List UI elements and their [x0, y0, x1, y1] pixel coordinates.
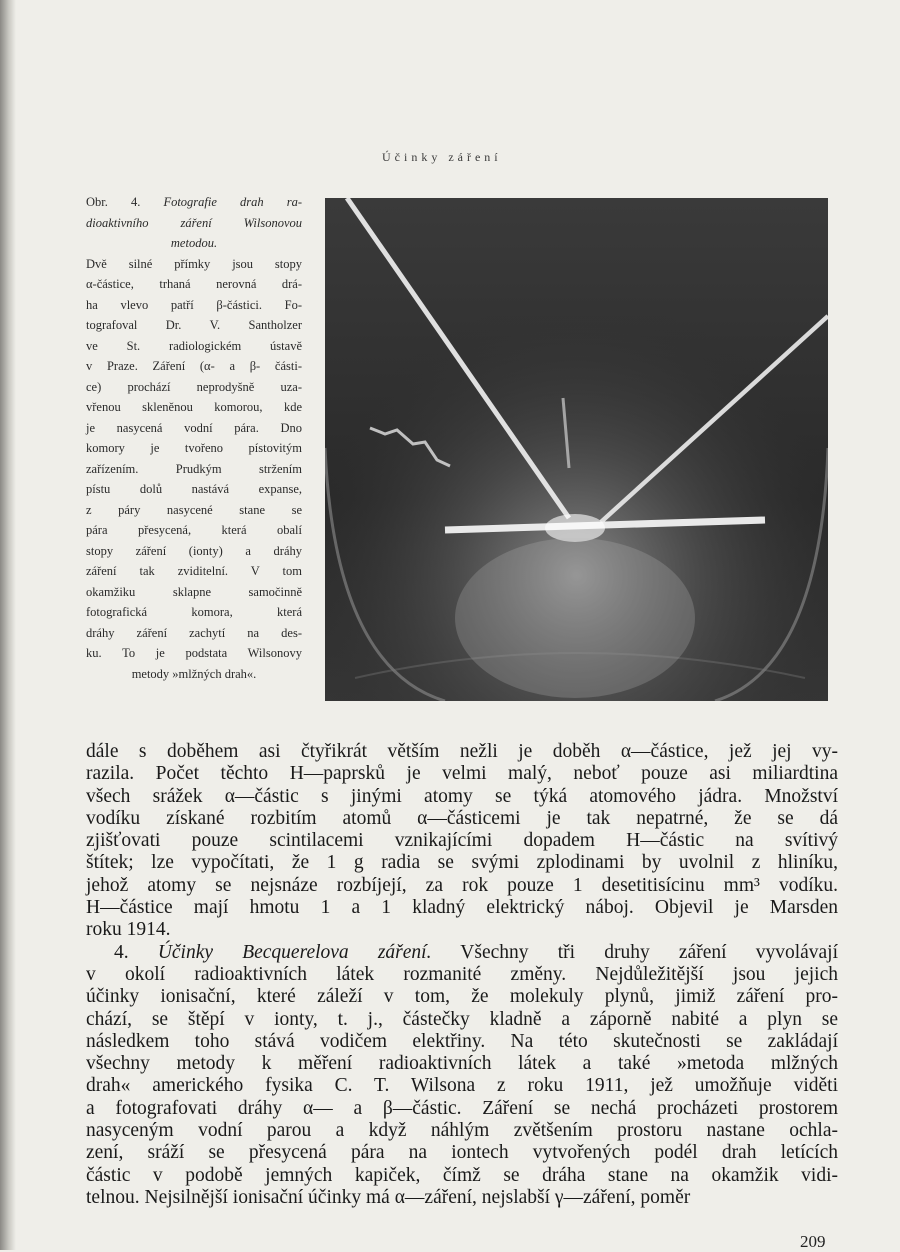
caption-line-segment: Dvě silné přímky jsou stopy	[86, 256, 302, 271]
body-line	[86, 1098, 838, 1120]
caption-line-segment: z páry nasycené stane se	[86, 502, 302, 517]
caption-line-segment: pára přesycená, která obalí	[86, 523, 302, 537]
body-line-segment: chází, se štěpí v ionty, t. j., částečky kladně a záporně nabité a plyn se	[86, 1008, 838, 1030]
caption-line	[86, 315, 302, 336]
caption-line	[86, 418, 302, 439]
body-line	[86, 1187, 838, 1209]
running-head: Účinky záření	[382, 150, 502, 164]
body-line-segment: Účinky Becquerelova záření.	[157, 941, 432, 963]
caption-line-segment: zařízením. Prudkým stržením	[86, 461, 302, 476]
body-line	[86, 1009, 838, 1031]
caption-line-segment: dioaktivního záření Wilsonovou	[86, 215, 302, 230]
body-line	[86, 1165, 838, 1187]
caption-line-segment: stopy záření (ionty) a dráhy	[86, 543, 302, 558]
body-line-segment: telnou. Nejsilnější ionisační účinky má α—záření, nejslabší γ—záření, poměr	[86, 1186, 691, 1208]
caption-line	[86, 356, 302, 377]
caption-line	[86, 541, 302, 562]
caption-line-segment: je nasycená vodní pára. Dno	[86, 420, 302, 435]
body-line-segment: roku 1914.	[86, 919, 171, 941]
figure-caption	[86, 192, 302, 684]
caption-line-segment: dráhy záření zachytí na des-	[86, 625, 302, 640]
body-line-segment: částic v podobě jemných kapiček, čímž se dráha stane na okamžik vidi-	[86, 1164, 838, 1186]
body-text	[86, 741, 838, 1209]
body-line-segment: účinky ionisační, které záleží v tom, že molekuly plynů, jimiž záření pro-	[86, 986, 838, 1008]
caption-line-segment: pístu dolů nastává expanse,	[86, 482, 302, 496]
caption-line-segment: Obr. 4.	[86, 195, 164, 209]
body-line-segment: v okolí radioaktivních látek rozmanité změny. Nejdůležitější jsou jejich	[86, 963, 838, 985]
caption-line-segment: tografoval Dr. V. Santholzer	[86, 318, 302, 332]
caption-line-segment: fotografická komora, která	[86, 605, 302, 619]
body-line-segment: a fotografovati dráhy α— a β—částic. Záření se nechá procházeti prostorem	[86, 1097, 838, 1119]
caption-line	[86, 520, 302, 541]
body-line	[86, 964, 838, 986]
caption-line	[86, 213, 302, 234]
caption-line	[86, 438, 302, 459]
body-line-segment: zjišťovati pouze scintilacemi vznikajícími dopadem H—částic na svítivý	[86, 830, 838, 852]
page-gutter-shadow	[0, 0, 16, 1250]
cloud-chamber-photo	[325, 198, 828, 701]
caption-line-segment: ve St. radiologickém ústavě	[86, 338, 302, 353]
body-line-segment: drah« amerického fysika C. T. Wilsona z roku 1911, jež umožňuje viděti	[86, 1075, 838, 1097]
body-line-segment: 4.	[114, 941, 158, 963]
body-line-segment: H—částice mají hmotu 1 a 1 kladný elektrický náboj. Objevil je Marsden	[86, 897, 838, 919]
caption-line	[86, 459, 302, 480]
body-line	[86, 1031, 838, 1053]
body-line	[86, 1075, 838, 1097]
body-line-segment: všech srážek α—částic s jinými atomy se týká atomového jádra. Množství	[86, 785, 838, 807]
body-line-segment: následkem toho stává vodičem elektřiny. Na této skutečnosti se zakládají	[86, 1030, 838, 1052]
body-line	[86, 1142, 838, 1164]
caption-line-segment: α-částice, trhaná nerovná drá-	[86, 277, 302, 291]
body-line-segment: vodíku získané rozbitím atomů α—částicemi je tak nepatrné, že se dá	[86, 807, 838, 829]
body-line	[86, 986, 838, 1008]
body-line-segment: štítek; lze vypočítati, že 1 g radia se svými zplodinami by uvolnil z hliníku,	[86, 852, 838, 874]
caption-line	[86, 561, 302, 582]
body-line-segment: nasyceným vodní parou a když náhlým zvětšením prostoru nastane ochla-	[86, 1120, 838, 1142]
body-line	[86, 1120, 838, 1142]
caption-line-segment: záření tak zviditelní. V tom	[86, 564, 302, 578]
body-line-segment: jehož atomy se nejsnáze rozbíjejí, za rok pouze 1 desetitisícinu mm³ vodíku.	[86, 874, 838, 896]
caption-line	[86, 254, 302, 275]
caption-line	[86, 295, 302, 316]
caption-line-segment: v Praze. Záření (α- a β- části-	[86, 359, 302, 373]
caption-line	[86, 664, 302, 685]
caption-line	[86, 623, 302, 644]
caption-line	[86, 397, 302, 418]
body-line	[86, 919, 838, 941]
body-line	[86, 942, 838, 964]
caption-line-segment: metody »mlžných drah«.	[131, 666, 257, 681]
caption-line-segment: vřenou skleněnou komorou, kde	[86, 400, 302, 414]
caption-line-segment: ku. To je podstata Wilsonovy	[86, 646, 302, 660]
body-line	[86, 741, 838, 763]
caption-line-segment: ce) prochází neprodyšně uza-	[86, 379, 302, 394]
caption-line	[86, 336, 302, 357]
body-line	[86, 1053, 838, 1075]
body-line-segment: dále s doběhem asi čtyřikrát větším nežli je doběh α—částice, jež jej vy-	[86, 741, 838, 762]
body-line	[86, 763, 838, 785]
caption-line	[86, 500, 302, 521]
caption-line	[86, 274, 302, 295]
caption-line	[86, 377, 302, 398]
body-line	[86, 808, 838, 830]
caption-line	[86, 643, 302, 664]
page-number: 209	[800, 1232, 826, 1251]
caption-line	[86, 602, 302, 623]
caption-line-segment: okamžiku sklapne samočinně	[86, 584, 302, 599]
caption-line	[86, 582, 302, 603]
body-line	[86, 875, 838, 897]
caption-line	[86, 479, 302, 500]
body-line	[86, 786, 838, 808]
body-line-segment: všechny metody k měření radioaktivních látek a také »metoda mlžných	[86, 1053, 838, 1075]
caption-line-segment: Fotografie drah ra-	[163, 195, 303, 209]
body-line	[86, 897, 838, 919]
caption-line-segment: komory je tvořeno pístovitým	[86, 441, 302, 455]
body-line	[86, 852, 838, 874]
cloud-chamber-photo-image	[325, 198, 828, 701]
body-line-segment: Všechny tři druhy záření vyvolávají	[431, 941, 839, 963]
body-line	[86, 830, 838, 852]
caption-line-segment: ha vlevo patří β-částici. Fo-	[86, 297, 302, 312]
body-line-segment: razila. Počet těchto H—paprsků je velmi malý, neboť pouze asi miliardtina	[86, 763, 838, 785]
body-line-segment: zení, sráží se přesycená pára na iontech vytvořených podél drah letících	[86, 1142, 838, 1164]
caption-line	[86, 192, 302, 213]
caption-line	[86, 233, 302, 254]
caption-line-segment: metodou.	[170, 236, 218, 250]
